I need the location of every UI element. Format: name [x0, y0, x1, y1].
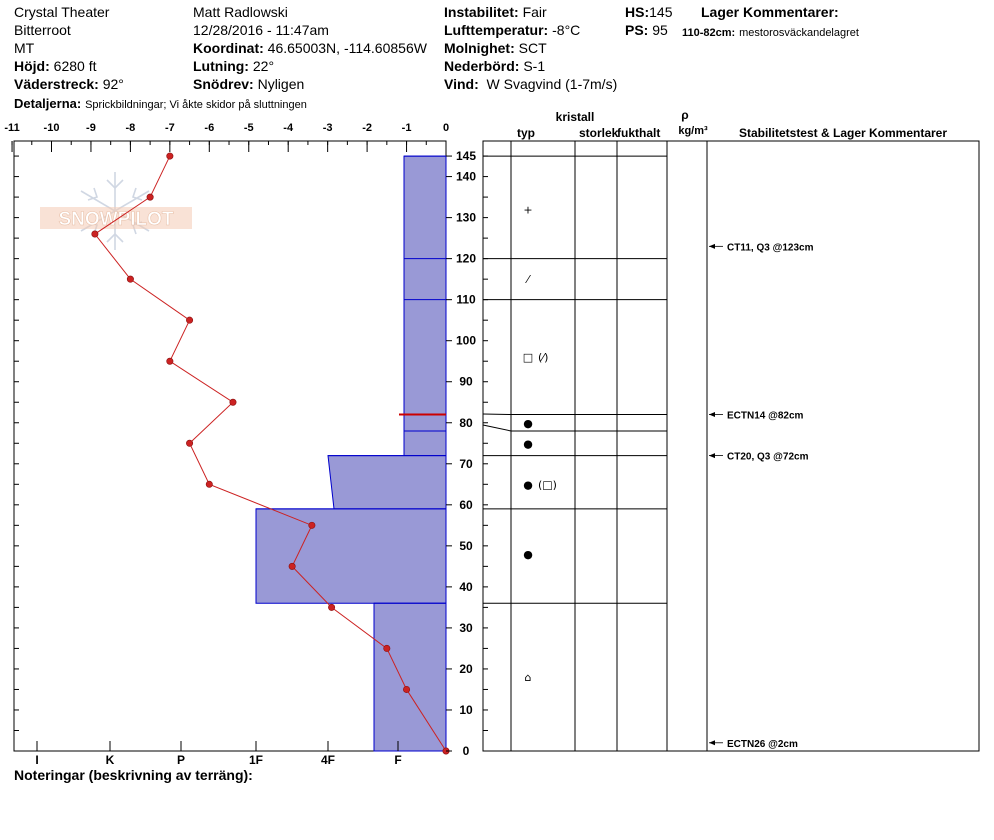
hardness-tick-label: 4F	[320, 753, 336, 767]
temp-tick-label: -10	[43, 122, 60, 134]
density-unit: kg/m³	[678, 125, 708, 137]
depth-tick-label: 90	[459, 374, 473, 389]
temperature-point	[167, 153, 173, 159]
observer-name: Matt Radlowski	[193, 4, 288, 20]
location-name: Crystal Theater	[14, 4, 110, 20]
temp-tick-label: -4	[283, 122, 294, 134]
temperature-point	[328, 604, 334, 610]
stability-test-label: ECTN14 @82cm	[727, 410, 804, 422]
slope-value: 22°	[252, 58, 275, 74]
depth-tick-label: 40	[459, 579, 473, 594]
arrow-left-icon	[709, 453, 715, 458]
details-label: Detaljerna:	[14, 96, 82, 111]
size-header: storlek	[579, 126, 619, 140]
grain-secondary-symbol: (□)	[538, 478, 557, 492]
ps-value: 95	[652, 22, 668, 38]
depth-tick-label: 10	[459, 702, 473, 717]
hardness-tick-label: K	[105, 753, 115, 767]
depth-tick-label: 140	[455, 169, 477, 184]
grain-symbol: ●	[523, 548, 533, 562]
wind-load-label: Snödrev:	[193, 76, 254, 92]
hardness-axis	[35, 741, 401, 767]
hs-value: 145	[649, 4, 673, 20]
depth-tick-label: 50	[459, 538, 473, 553]
crystal-header: kristall	[555, 110, 595, 124]
notes-label: Noteringar (beskrivning av terräng):	[14, 767, 253, 783]
depth-tick-label: 0	[462, 744, 470, 758]
grain-symbol: ●	[523, 437, 533, 451]
grain-symbol: □	[522, 351, 534, 365]
instability-label: Instabilitet:	[444, 4, 519, 20]
elevation-label: Höjd:	[14, 58, 50, 74]
grain-secondary-symbol: (⁄)	[538, 351, 549, 365]
temperature-line	[95, 156, 446, 751]
arrow-left-icon	[709, 412, 715, 417]
arrow-left-icon	[709, 244, 715, 249]
layer-table-frame	[483, 141, 979, 751]
layer-boundary-connector	[483, 425, 511, 431]
details-value: Sprickbildningar; Vi åkte skidor på sluttningen	[85, 99, 307, 111]
coordinate-value: 46.65003N, -114.60856W	[267, 40, 427, 56]
temperature-point	[384, 645, 390, 651]
temp-tick-label: 0	[442, 122, 450, 134]
temp-tick-label: -7	[164, 122, 175, 134]
logo-wordmark: SNOWPILOT	[58, 209, 174, 230]
wind-value: W Svagvind (1-7m/s)	[486, 76, 618, 92]
grain-symbol: ●	[523, 478, 533, 492]
temperature-point	[403, 686, 409, 692]
grain-symbol: +	[523, 203, 533, 217]
layer-comment-text: mestorosväckandelagret	[739, 27, 859, 39]
layer-comment-range: 110-82cm:	[682, 27, 736, 39]
column-dividers	[511, 141, 707, 751]
temperature-point	[230, 399, 236, 405]
depth-tick-label: 80	[459, 415, 473, 430]
stability-test-label: CT11, Q3 @123cm	[727, 242, 814, 254]
wind-label: Vind:	[444, 76, 479, 92]
stability-tests-header: Stabilitetstest & Lager Kommentarer	[738, 126, 948, 140]
temp-tick-label: -2	[362, 122, 372, 134]
aspect-value: 92°	[102, 76, 124, 92]
depth-tick-label: 110	[456, 292, 476, 307]
hardness-tick-label: 1F	[248, 753, 264, 767]
precip-label: Nederbörd:	[444, 58, 520, 74]
observation-datetime: 12/28/2016 - 11:47am	[193, 22, 329, 38]
range-name: Bitterroot	[14, 22, 71, 38]
layer-comments-label: Lager Kommentarer:	[701, 4, 839, 20]
depth-tick-label: 100	[455, 333, 477, 348]
hardness-tick-label: I	[35, 753, 39, 767]
layer-boundary-connector	[483, 414, 511, 415]
temp-tick-label: -1	[401, 122, 412, 134]
sky-value: SCT	[518, 40, 547, 56]
hardness-tick-label: P	[176, 753, 186, 767]
air-temp-value: -8°C	[552, 22, 581, 38]
grain-symbol: ⌂	[524, 671, 532, 685]
stability-test-label: ECTN26 @2cm	[727, 738, 798, 750]
temperature-point	[289, 563, 295, 569]
depth-tick-label: 130	[455, 210, 477, 225]
aspect-label: Väderstreck:	[14, 76, 99, 92]
temp-tick-label: -6	[204, 122, 215, 134]
sky-label: Molnighet:	[444, 40, 515, 56]
moisture-header: fukthalt	[617, 126, 661, 140]
hardness-tick-label: F	[394, 753, 402, 767]
temp-tick-label: -5	[243, 122, 254, 134]
hardness-bar-1	[328, 456, 446, 509]
depth-tick-label: 120	[455, 251, 477, 266]
precip-value: S-1	[523, 58, 546, 74]
grain-symbol: ⁄	[527, 273, 529, 287]
depth-tick-label: 60	[459, 497, 473, 512]
temp-tick-label: -3	[322, 122, 333, 134]
instability-value: Fair	[522, 4, 547, 20]
slope-label: Lutning:	[193, 58, 249, 74]
coordinate-label: Koordinat:	[193, 40, 264, 56]
arrow-left-icon	[709, 740, 715, 745]
depth-tick-label: 70	[459, 456, 473, 471]
hardness-bar-0	[404, 156, 446, 456]
grain-symbol: ●	[523, 416, 533, 430]
grain-symbols	[523, 203, 557, 684]
depth-tick-label: 20	[459, 661, 473, 676]
temperature-point	[186, 317, 192, 323]
stability-tests	[709, 242, 814, 749]
hardness-profile	[256, 156, 446, 751]
depth-tick-label: 145	[455, 149, 477, 164]
temperature-point	[167, 358, 173, 364]
hardness-bar-3	[374, 603, 446, 751]
wind-load-value: Nyligen	[257, 76, 305, 92]
temperature-point	[206, 481, 212, 487]
temp-tick-label: -8	[125, 122, 136, 134]
temp-tick-label: -9	[86, 122, 96, 134]
hs-label: HS:	[625, 4, 650, 20]
snowpilot-logo	[40, 172, 192, 250]
stability-test-label: CT20, Q3 @72cm	[727, 451, 809, 463]
hardness-bar-2	[256, 509, 446, 603]
temperature-point	[309, 522, 315, 528]
temperature-axis	[4, 122, 449, 152]
elevation-value: 6280 ft	[53, 58, 97, 74]
temperature-point	[186, 440, 192, 446]
temp-tick-label: -11	[4, 122, 20, 134]
temperature-point	[92, 231, 98, 237]
temperature-point	[147, 194, 153, 200]
temperature-point	[127, 276, 133, 282]
state-name: MT	[14, 40, 35, 56]
depth-tick-label: 30	[459, 620, 473, 635]
ps-label: PS:	[625, 22, 649, 38]
air-temp-label: Lufttemperatur:	[444, 22, 549, 38]
type-header: typ	[517, 126, 535, 140]
density-symbol: ρ	[681, 108, 689, 122]
